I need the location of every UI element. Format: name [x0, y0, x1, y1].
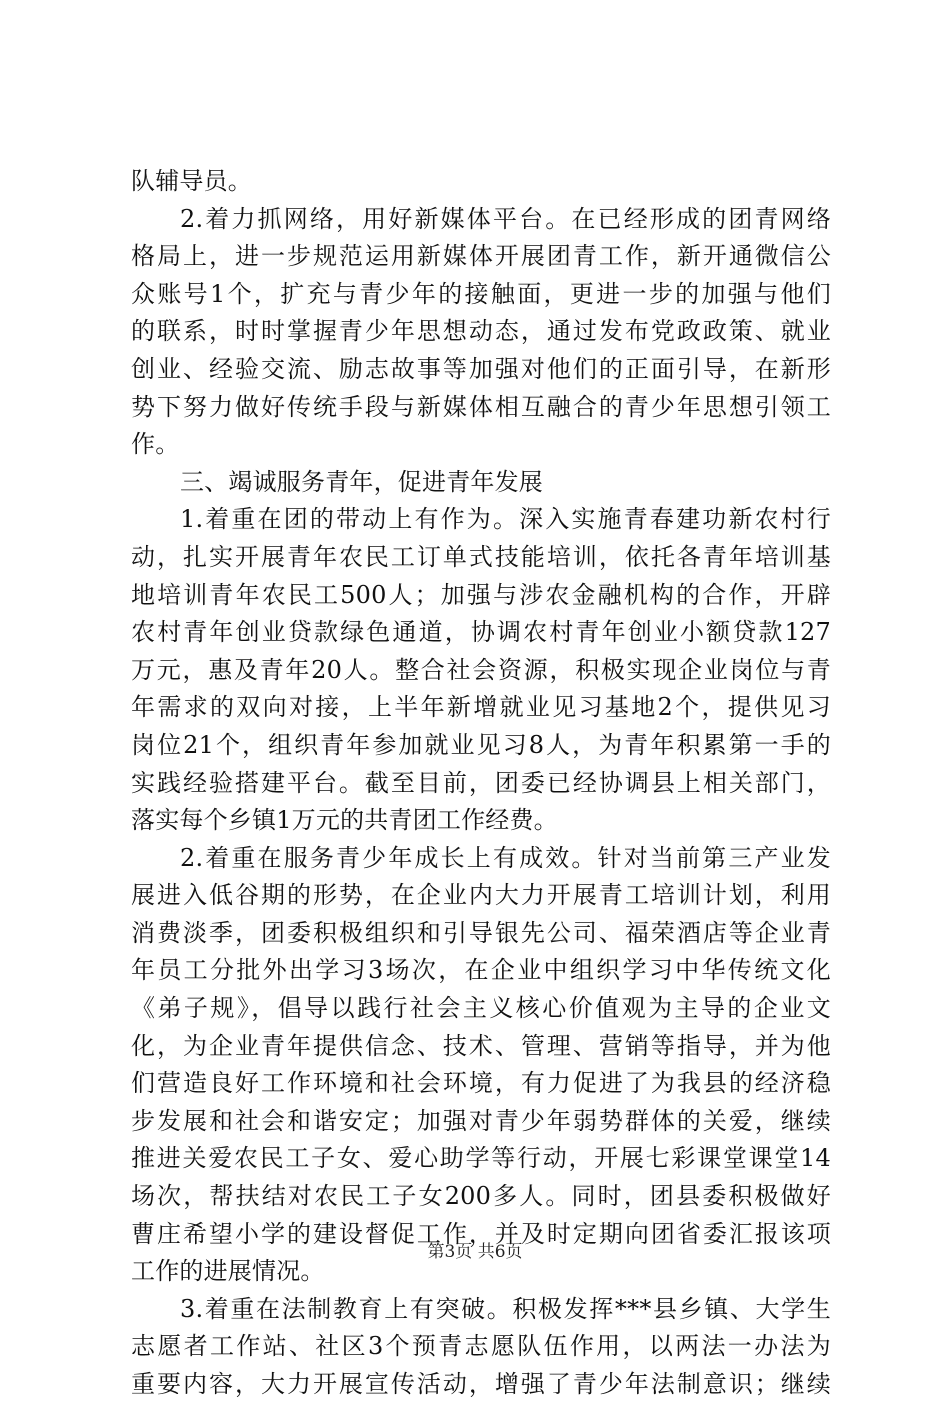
text-line: 万元，惠及青年20人。整合社会资源，积极实现企业岗位与青: [131, 655, 831, 684]
text-line: 实践经验搭建平台。截至目前，团委已经协调县上相关部门，: [131, 768, 831, 797]
text-line: 岗位21个，组织青年参加就业见习8人，为青年积累第一手的: [131, 730, 831, 759]
text-line: 势下努力做好传统手段与新媒体相互融合的青少年思想引领工: [131, 392, 831, 421]
document-body: [131, 163, 831, 1404]
text-line: 农村青年创业贷款绿色通道，协调农村青年创业小额贷款127: [131, 618, 831, 647]
text-line: 推进关爱农民工子女、爱心助学等行动，开展七彩课堂课堂14: [131, 1144, 831, 1173]
text-line: 场次，帮扶结对农民工子女200多人。同时，团县委积极做好: [131, 1182, 831, 1211]
text-line: 队辅导员。: [131, 167, 252, 195]
text-line: 消费淡季，团委积极组织和引导银先公司、福荣酒店等企业青: [131, 918, 831, 947]
text-line: 步发展和社会和谐安定；加强对青少年弱势群体的关爱，继续: [131, 1106, 831, 1135]
text-line: 化，为企业青年提供信念、技术、管理、营销等指导，并为他: [131, 1031, 831, 1060]
text-line: 展进入低谷期的形势，在企业内大力开展青工培训计划，利用: [131, 881, 831, 910]
text-line: 们营造良好工作环境和社会环境，有力促进了为我县的经济稳: [131, 1069, 831, 1098]
text-line: 重要内容，大力开展宣传活动，增强了青少年法制意识；继续: [131, 1370, 831, 1398]
text-line: 工作的进展情况。: [131, 1257, 325, 1286]
page-footer: 第3页 共6页: [427, 1242, 523, 1262]
text-line: 地培训青年农民工500人；加强与涉农金融机构的合作，开辟: [131, 580, 831, 609]
text-line: 《弟子规》，倡导以践行社会主义核心价值观为主导的企业文: [131, 994, 831, 1023]
text-line: 的联系，时时掌握青少年思想动态，通过发布党政政策、就业: [131, 317, 831, 346]
text-line: 曹庄希望小学的建设督促工作，并及时定期向团省委汇报该项: [131, 1219, 831, 1248]
text-line: 3.着重在法制教育上有突破。积极发挥***县乡镇、大学生: [180, 1294, 831, 1323]
text-line: 年员工分批外出学习3场次，在企业中组织学习中华传统文化: [131, 956, 831, 985]
text-line: 年需求的双向对接，上半年新增就业见习基地2个，提供见习: [131, 693, 831, 722]
text-line: 作。: [131, 430, 180, 459]
text-line: 2.着力抓网络，用好新媒体平台。在已经形成的团青网络: [180, 204, 831, 233]
text-line: 格局上，进一步规范运用新媒体开展团青工作，新开通微信公: [131, 242, 831, 271]
text-line: 志愿者工作站、社区3个预青志愿队伍作用，以两法一办法为: [131, 1332, 831, 1361]
text-line: 1.着重在团的带动上有作为。深入实施青春建功新农村行: [180, 505, 831, 534]
text-line: 创业、经验交流、励志故事等加强对他们的正面引导，在新形: [131, 354, 831, 383]
text-line: 落实每个乡镇1万元的共青团工作经费。: [131, 806, 558, 835]
text-line: 众账号1个，扩充与青少年的接触面，更进一步的加强与他们: [131, 279, 831, 308]
text-line: 2.着重在服务青少年成长上有成效。针对当前第三产业发: [180, 843, 831, 872]
text-line: 三、竭诚服务青年，促进青年发展: [180, 467, 543, 496]
text-line: 动，扎实开展青年农民工订单式技能培训，依托各青年培训基: [131, 542, 831, 571]
